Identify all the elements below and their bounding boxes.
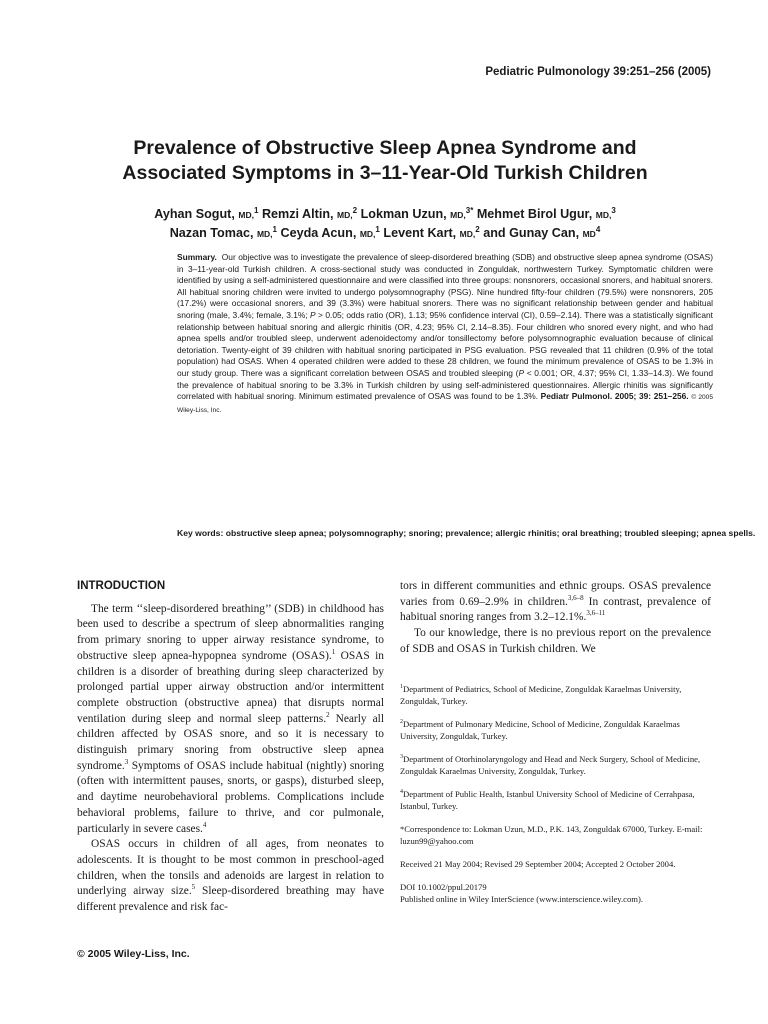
affiliation: $^4$Department of Public Health, Istanbul University School of Medicine of Cerrahpasa, Istanbul, Turkey. (400, 789, 695, 811)
abstract-label: Summary. (177, 252, 217, 262)
abstract: Summary. Our objective was to investigate the prevalence of sleep-disordered breathing (SDB) and obstructive sleep apnea syndrome (OSAS) in 3–11-year-old Turkish children. A cross-sectional study was conducted in Zonguldak, northwestern Turkey. Symptomatic children were identified by using a self-administered questionnaire and were classified into three groups: nonsnorers, occasional snorers, and habitual snorers. All habitual snoring children were invited to undergo polysomnography (PSG). Nine hundred fifty-four children (79.5%) were nonsnorers, 205 (17.2%) were occasional snorers, and 39 (3.3%) were habitual snorers. There was no significant relationship between gender and habitual snoring (male, 3.4%; female, 3.1%; P > 0.05; odds ratio (OR), 1.13; 95% confidence interval (CI), 0.59–2.14). There was a statistically significant relationship between habitual snoring and allergic rhinitis (OR, 4.23; 95% CI, 2.14–8.35). Four children who snored every night, and who had apnea spells and/or troubled sleep, underwent adenoidectomy and/or tonsillectomy before polysomnographic evaluation because of clinical detoriation. Twenty-eight of 39 children with habitual snoring participated in PSG evaluation. PSG revealed that 11 children (0.9% of the total population) had OSAS. When 4 operated children were added to these 28 children, we found the minimum prevalence of OSAS to be 1.3% in our study group. There was a significant correlation between OSAS and troubled sleeping (P < 0.001; OR, 4.37; 95% CI, 1.33–14.3). We found the prevalence of habitual snoring to be 3.3% in Turkish children by using self-administered questionnaires. Allergic rhinitis was significantly correlated with habitual snoring. Minimum estimated prevalence of OSAS was found to be 1.3%. Pediatr Pulmonol. 2005; 39: 251–256. © 2005 Wiley-Liss, Inc. (177, 252, 714, 414)
left-column (77, 579, 384, 916)
title-line-1: Prevalence of Obstructive Sleep Apnea Syndrome and (133, 137, 637, 159)
keywords (177, 527, 768, 540)
footer-copyright: © 2005 Wiley-Liss, Inc. (77, 948, 190, 960)
doi: DOI 10.1002/ppul.20179 Published online in Wiley InterScience (www.interscience.wiley.com). (400, 882, 643, 904)
correspondence: *Correspondence to: Lokman Uzun, M.D., P.K. 143, Zonguldak 67000, Turkey. E-mail: luzun99@yahoo.com (400, 824, 703, 846)
author-list (60, 205, 710, 243)
author: Remzi Altin, MD,$^2$ (261, 205, 358, 221)
received-dates: Received 21 May 2004; Revised 29 September 2004; Accepted 2 October 2004. (400, 859, 676, 869)
affiliation: $^2$Department of Pulmonary Medicine, School of Medicine, Zonguldak Karaelmas University, Zonguldak, Turkey. (400, 719, 680, 741)
affiliations-footnotes (400, 683, 711, 909)
keywords-text: obstructive sleep apnea; polysomnography; snoring; prevalence; allergic rhinitis; oral breathing; troubled sleeping; apnea spells. (225, 528, 756, 538)
author: Levent Kart, MD,$^2$ (383, 224, 480, 240)
affiliation: $^3$Department of Otorhinolaryngology and Head and Neck Surgery, School of Medicine, Zonguldak Karaelmas University, Zonguldak, Turkey. (400, 754, 701, 776)
article-title (40, 136, 730, 186)
section-heading-introduction: INTRODUCTION (77, 580, 166, 592)
author: Mehmet Birol Ugur, MD,$^3$ (476, 205, 616, 221)
author: Lokman Uzun, MD,$^{3*}$ (360, 205, 474, 221)
right-column (400, 579, 711, 658)
author: Ayhan Sogut, MD,$^1$ (154, 205, 259, 221)
affiliation: $^1$Department of Pediatrics, School of Medicine, Zonguldak Karaelmas University, Zonguldak, Turkey. (400, 684, 682, 706)
intro-paragraph-2-continued: tors in different communities and ethnic groups. OSAS prevalence varies from 0.69–2.9% in children.$^{3,6-8}$ In contrast, prevalence of habitual snoring ranges from 3.2–12.1%.$^{3,6-11}$ (400, 580, 711, 624)
author: Ceyda Acun, MD,$^1$ (280, 224, 380, 240)
intro-paragraph-1: The term ‘‘sleep-disordered breathing’’ (SDB) in childhood has been used to describe a spectrum of sleep abnormalities ranging from primary snoring to upper airway resistance syndrome, to obstructive sleep apnea-hypopnea syndrome (OSAS).$^1$ OSAS in children is a disorder of breathing during sleep characterized by prolonged partial upper airway obstruction and/or intermittent complete obstruction (obstructive apnea) that disrupts normal ventilation during sleep and normal sleep patterns.$^2$ Nearly all children affected by OSAS snore, and so it is necessary to distinguish primary snoring from obstructive sleep apnea syndrome.$^3$ Symptoms of OSAS include habitual (nightly) snoring (often with intermittent pauses, snorts, or gasps), disturbed sleep, and daytime neurobehavioral problems. Complications include behavioral problems, failure to thrive, and cor pulmonale, particularly in severe cases.$^4$ (77, 602, 384, 835)
journal-reference: Pediatric Pulmonology 39:251–256 (2005) (485, 66, 711, 78)
intro-paragraph-3: To our knowledge, there is no previous report on the prevalence of SDB and OSAS in Turkish children. We (400, 627, 711, 655)
title-line-2: Associated Symptoms in 3–11-Year-Old Turkish Children (122, 162, 648, 184)
abstract-copyright: © 2005 Wiley-Liss, Inc. (177, 394, 714, 414)
author: and Gunay Can, $MD^4$ (483, 224, 601, 240)
author: Nazan Tomac, MD,$^1$ (169, 224, 277, 240)
keywords-label: Key words: (177, 528, 224, 538)
abstract-citation: Pediatr Pulmonol. 2005; 39: 251–256. (540, 391, 689, 402)
intro-paragraph-2: OSAS occurs in children of all ages, from neonates to adolescents. It is thought to be most common in preschool-aged children, when the tonsils and adenoids are largest in relation to underlying airway size.$^5$ Sleep-disordered breathing may have different prevalence and risk fac- (77, 838, 385, 914)
published-online: Published online in Wiley InterScience (www.interscience.wiley.com). (400, 894, 643, 904)
